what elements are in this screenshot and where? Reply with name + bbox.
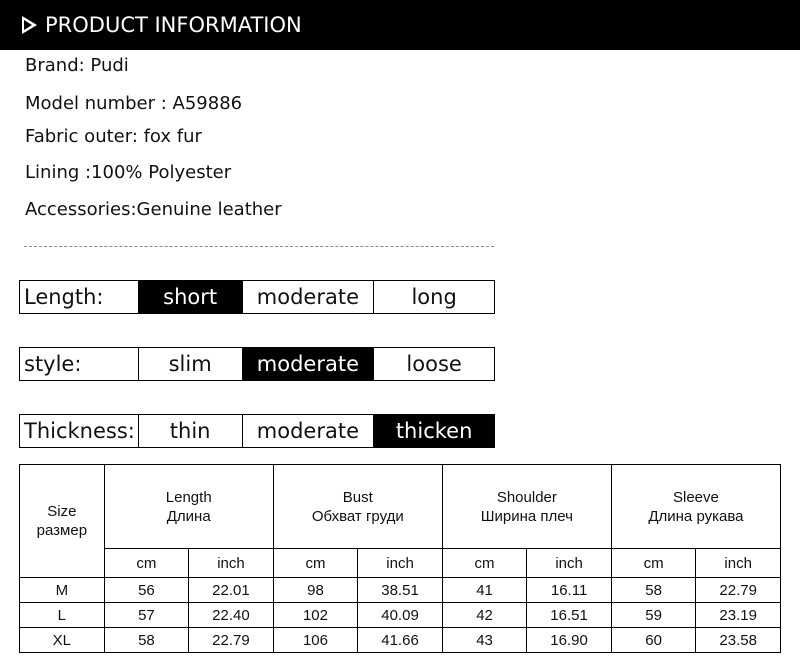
unit-cell: inch (189, 549, 274, 578)
table-cell: 22.01 (189, 578, 274, 603)
table-cell: 58 (104, 628, 188, 653)
play-triangle-icon (22, 16, 37, 34)
table-row (20, 603, 781, 628)
table-cell: 40.09 (358, 603, 443, 628)
option-row-style (19, 347, 495, 381)
table-cell: 58 (611, 578, 695, 603)
table-cell: 102 (273, 603, 357, 628)
option-choice: slim (138, 348, 242, 380)
table-cell: 98 (273, 578, 357, 603)
unit-cell: cm (104, 549, 188, 578)
table-cell: 22.40 (189, 603, 274, 628)
unit-cell: inch (696, 549, 781, 578)
option-choice: moderate (242, 415, 374, 447)
table-cell: 16.51 (527, 603, 612, 628)
option-choice: loose (373, 348, 494, 380)
model-line: Model number : A59886 (25, 93, 243, 114)
option-choice: short (138, 281, 242, 313)
unit-cell: inch (527, 549, 612, 578)
section-title: PRODUCT INFORMATION (45, 13, 302, 37)
option-label: Length: (24, 285, 104, 309)
table-cell: 22.79 (696, 578, 781, 603)
table-cell: 41 (442, 578, 526, 603)
table-cell: 22.79 (189, 628, 274, 653)
option-label: style: (24, 352, 82, 376)
size-table (19, 464, 781, 653)
table-cell: 23.19 (696, 603, 781, 628)
table-cell: L (20, 603, 105, 628)
table-cell: 42 (442, 603, 526, 628)
table-cell: 59 (611, 603, 695, 628)
option-row-length (19, 280, 495, 314)
brand-line: Brand: Pudi (25, 55, 129, 76)
fabric-line: Fabric outer: fox fur (25, 126, 202, 147)
table-cell: 60 (611, 628, 695, 653)
option-choice: thicken (373, 415, 494, 447)
table-cell: 41.66 (358, 628, 443, 653)
unit-cell: inch (358, 549, 443, 578)
option-choice: moderate (242, 281, 374, 313)
table-row (20, 628, 781, 653)
table-cell: XL (20, 628, 105, 653)
option-label: Thickness: (24, 419, 135, 443)
table-cell: M (20, 578, 105, 603)
unit-cell: cm (273, 549, 357, 578)
table-cell: 106 (273, 628, 357, 653)
section-header (0, 0, 800, 50)
table-row (20, 578, 781, 603)
group-header: Bust Обхват груди (273, 465, 442, 549)
size-header: Size размер (20, 465, 105, 578)
table-cell: 16.11 (527, 578, 612, 603)
table-cell: 57 (104, 603, 188, 628)
accessories-line: Accessories:Genuine leather (25, 199, 282, 220)
divider (24, 246, 494, 247)
unit-cell: cm (611, 549, 695, 578)
table-cell: 56 (104, 578, 188, 603)
unit-cell: cm (442, 549, 526, 578)
group-header: Length Длина (104, 465, 273, 549)
table-cell: 43 (442, 628, 526, 653)
group-header: Shoulder Ширина плеч (442, 465, 611, 549)
lining-line: Lining :100% Polyester (25, 162, 232, 183)
group-header: Sleeve Длина рукава (611, 465, 780, 549)
table-cell: 16.90 (527, 628, 612, 653)
table-cell: 23.58 (696, 628, 781, 653)
option-choice: moderate (242, 348, 374, 380)
option-choice: long (373, 281, 494, 313)
option-row-thickness (19, 414, 495, 448)
table-cell: 38.51 (358, 578, 443, 603)
option-choice: thin (138, 415, 242, 447)
